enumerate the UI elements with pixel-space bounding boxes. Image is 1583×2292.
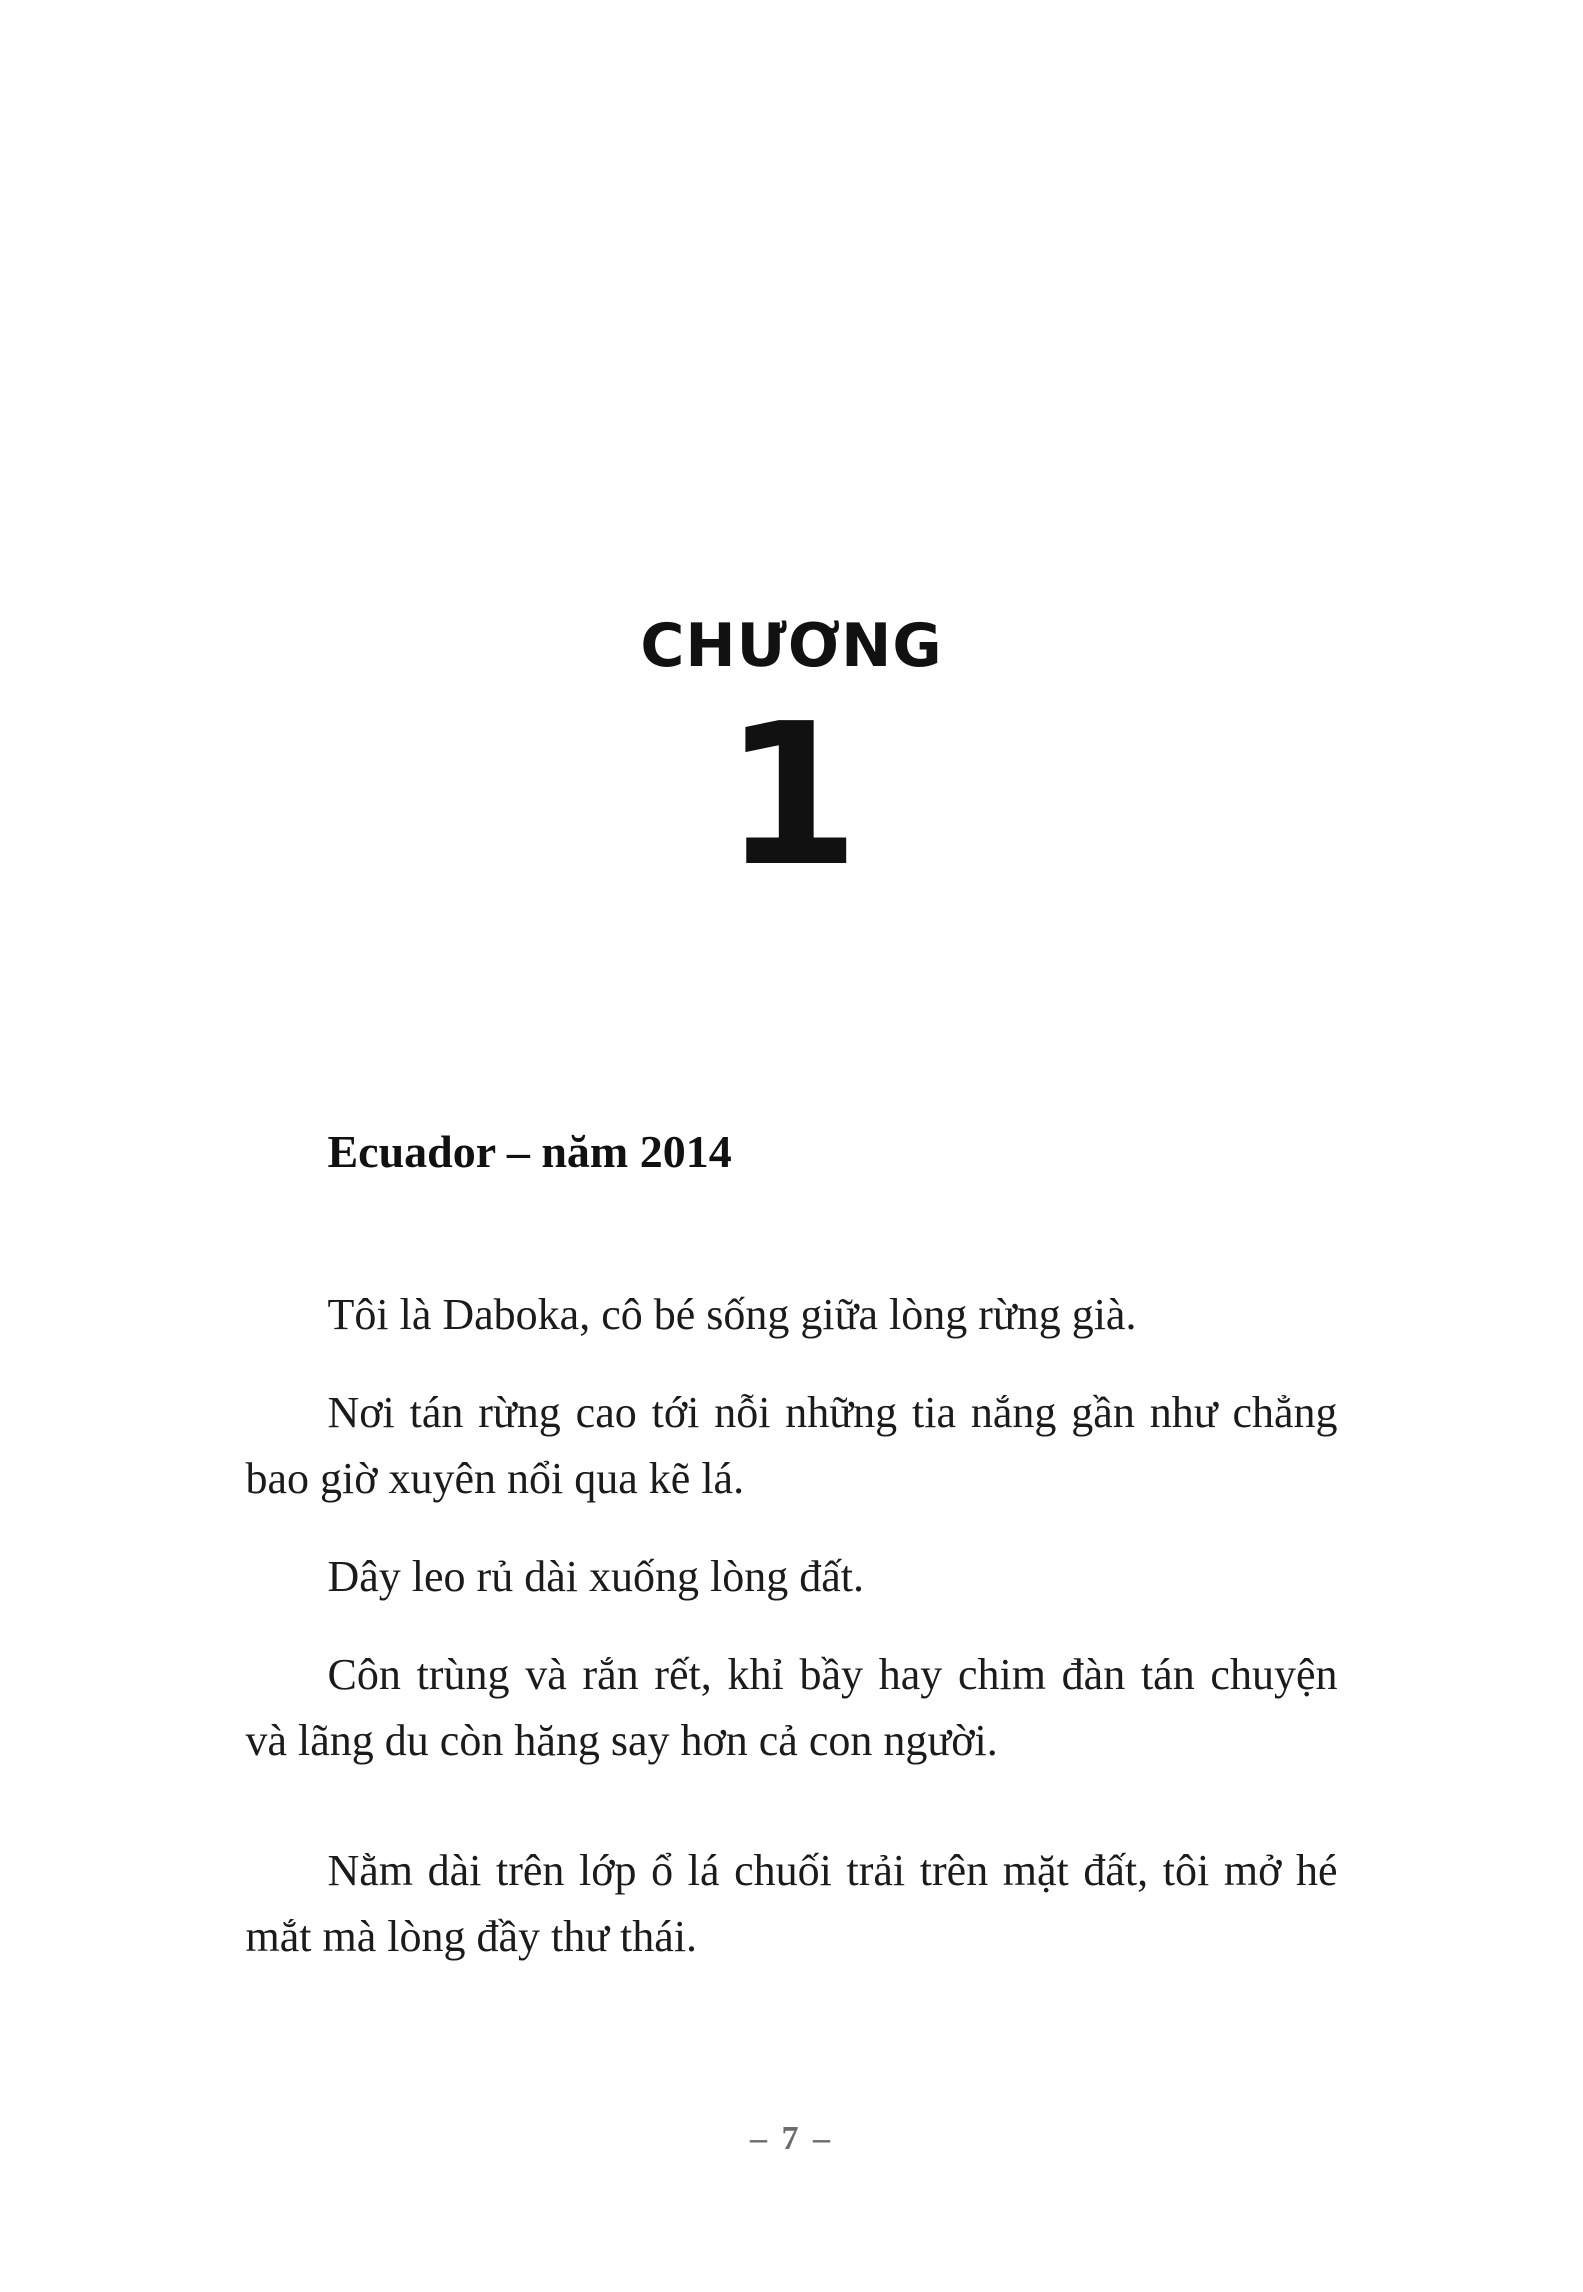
paragraph: Nơi tán rừng cao tới nỗi những tia nắng gần như chẳng bao giờ xuyên nổi qua kẽ lá. bbox=[245, 1388, 1338, 1504]
paragraph: Dây leo rủ dài xuống lòng đất. bbox=[327, 1552, 864, 1602]
section-heading: Ecuador – năm 2014 bbox=[327, 1126, 732, 1178]
paragraph: Nằm dài trên lớp ổ lá chuối trải trên mặt đất, tôi mở hé mắt mà lòng đầy thư thái. bbox=[245, 1846, 1338, 1962]
page-number: – 7 – bbox=[750, 2120, 833, 2157]
chapter-number: 1 bbox=[723, 682, 860, 910]
chapter-body bbox=[246, 1117, 1338, 1970]
paragraph: Tôi là Daboka, cô bé sống giữa lòng rừng già. bbox=[327, 1290, 1137, 1340]
chapter-label: CHƯƠNG bbox=[640, 611, 943, 681]
paragraph: Côn trùng và rắn rết, khỉ bầy hay chim đàn tán chuyện và lãng du còn hăng say hơn cả con người. bbox=[245, 1650, 1338, 1766]
chapter-header bbox=[0, 0, 1583, 910]
